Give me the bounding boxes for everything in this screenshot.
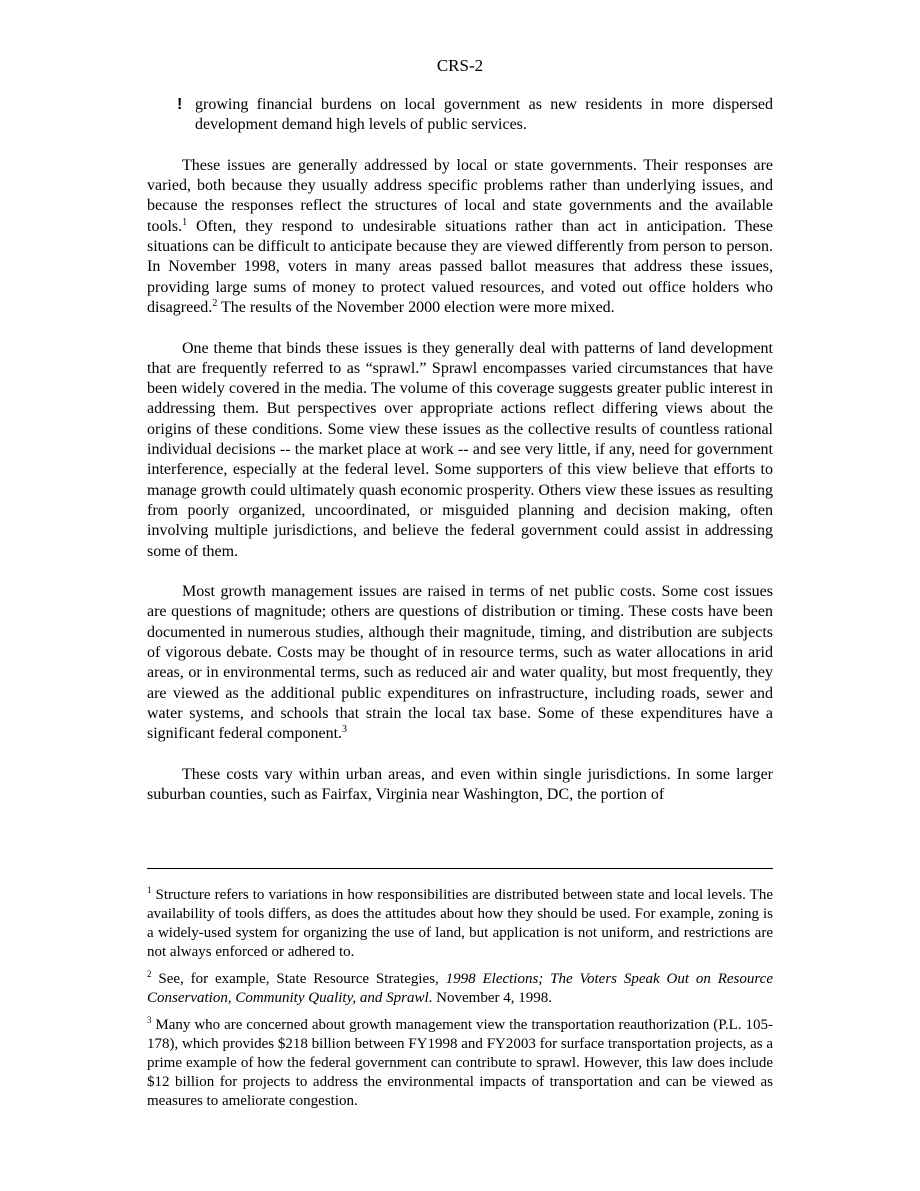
paragraph-public-costs <box>147 582 773 744</box>
footnote-3 <box>147 1016 773 1111</box>
footnote-text: Many who are concerned about growth management view the transportation reauthorization (P.L. 105-178), which provides $218 billion between FY1998 and FY2003 for surface transportation projects, as a prime example of how the federal government can contribute to sprawl. However, this law does include $12 billion for projects to address the environmental impacts of transportation and can be viewed as measures to ameliorate congestion. <box>147 1017 773 1109</box>
footnote-ref-2[interactable]: 2 <box>212 297 218 309</box>
paragraph-text: Often, they respond to undesirable situations rather than act in anticipation. These situations can be difficult to anticipate because they are viewed differently from person to person. In November 1998, voters in many areas passed ballot measures that address these issues, providing large sums of money to protect valued resources, and voted out office holders who disagreed. <box>147 217 773 316</box>
paragraph-governments <box>147 156 773 318</box>
page-header <box>0 56 920 76</box>
footnote-ref-1[interactable]: 1 <box>182 216 188 228</box>
footnote-cited-title: 1998 Elections; The Voters Speak Out on Resource Conservation, Community Quality, and Sprawl <box>147 971 773 1006</box>
footnote-number: 2 <box>147 969 152 979</box>
paragraph-text: The results of the November 2000 election were more mixed. <box>217 298 615 316</box>
bullet-item <box>147 95 773 136</box>
footnote-1 <box>147 886 773 962</box>
footnote-ref-3[interactable]: 3 <box>342 724 348 736</box>
footnote-text: . November 4, 1998. <box>428 990 552 1006</box>
footnote-2 <box>147 970 773 1008</box>
body-content <box>147 95 773 805</box>
footnote-text: See, for example, State Resource Strategies, <box>151 971 446 987</box>
paragraph-text: These issues are generally addressed by local or state governments. Their responses are varied, both because they usually address specific problems rather than underlying issues, and because the responses reflect the structures of local and state governments and the available tools. <box>147 156 773 235</box>
footnote-number: 3 <box>147 1015 152 1025</box>
footnote-number: 1 <box>147 885 152 895</box>
bullet-text: growing financial burdens on local government as new residents in more dispersed development demand high levels of public services. <box>195 96 773 134</box>
footnote-divider <box>147 868 773 869</box>
page-label: CRS-2 <box>436 56 484 75</box>
footnote-text: Structure refers to variations in how responsibilities are distributed between state and local levels. The availability of tools differs, as does the attitudes about how they should be used. For example, zoning is a widely-used system for organizing the use of land, but application is not uniform, and restrictions are not always enforced or adhered to. <box>147 887 773 960</box>
paragraph-cost-variation: These costs vary within urban areas, and even within single jurisdictions. In some larger suburban counties, such as Fairfax, Virginia near Washington, DC, the portion of <box>147 765 773 804</box>
footnotes-section <box>147 868 773 1111</box>
exclamation-bullet-icon: ! <box>177 96 183 113</box>
paragraph-text: Most growth management issues are raised in terms of net public costs. Some cost issues are questions of magnitude; others are questions of distribution or timing. These costs have been documented in numerous studies, although their magnitude, timing, and distribution are subjects of vigorous debate. Costs may be thought of in resource terms, such as water allocations in arid areas, or in environmental terms, such as reduced air and water quality, but most frequently, they are viewed as the additional public expenditures on infrastructure, including roads, sewer and water systems, and schools that strain the local tax base. Some of these expenditures have a significant federal component. <box>147 583 773 743</box>
paragraph-sprawl: One theme that binds these issues is they generally deal with patterns of land development that are frequently referred to as “sprawl.” Sprawl encompasses varied circumstances that have been widely covered in the media. The volume of this coverage suggests greater public interest in addressing them. But perspectives over appropriate actions reflect differing views about the origins of these conditions. Some view these issues as the collective results of countless rational individual decisions -- the market place at work -- and see very little, if any, need for government interference, especially at the federal level. Some supporters of this view believe that efforts to manage growth could ultimately quash economic prosperity. Others view these issues as resulting from poorly organized, uncoordinated, or misguided planning and decision making, often involving multiple jurisdictions, and believe the federal government could assist in addressing some of them. <box>147 339 773 560</box>
